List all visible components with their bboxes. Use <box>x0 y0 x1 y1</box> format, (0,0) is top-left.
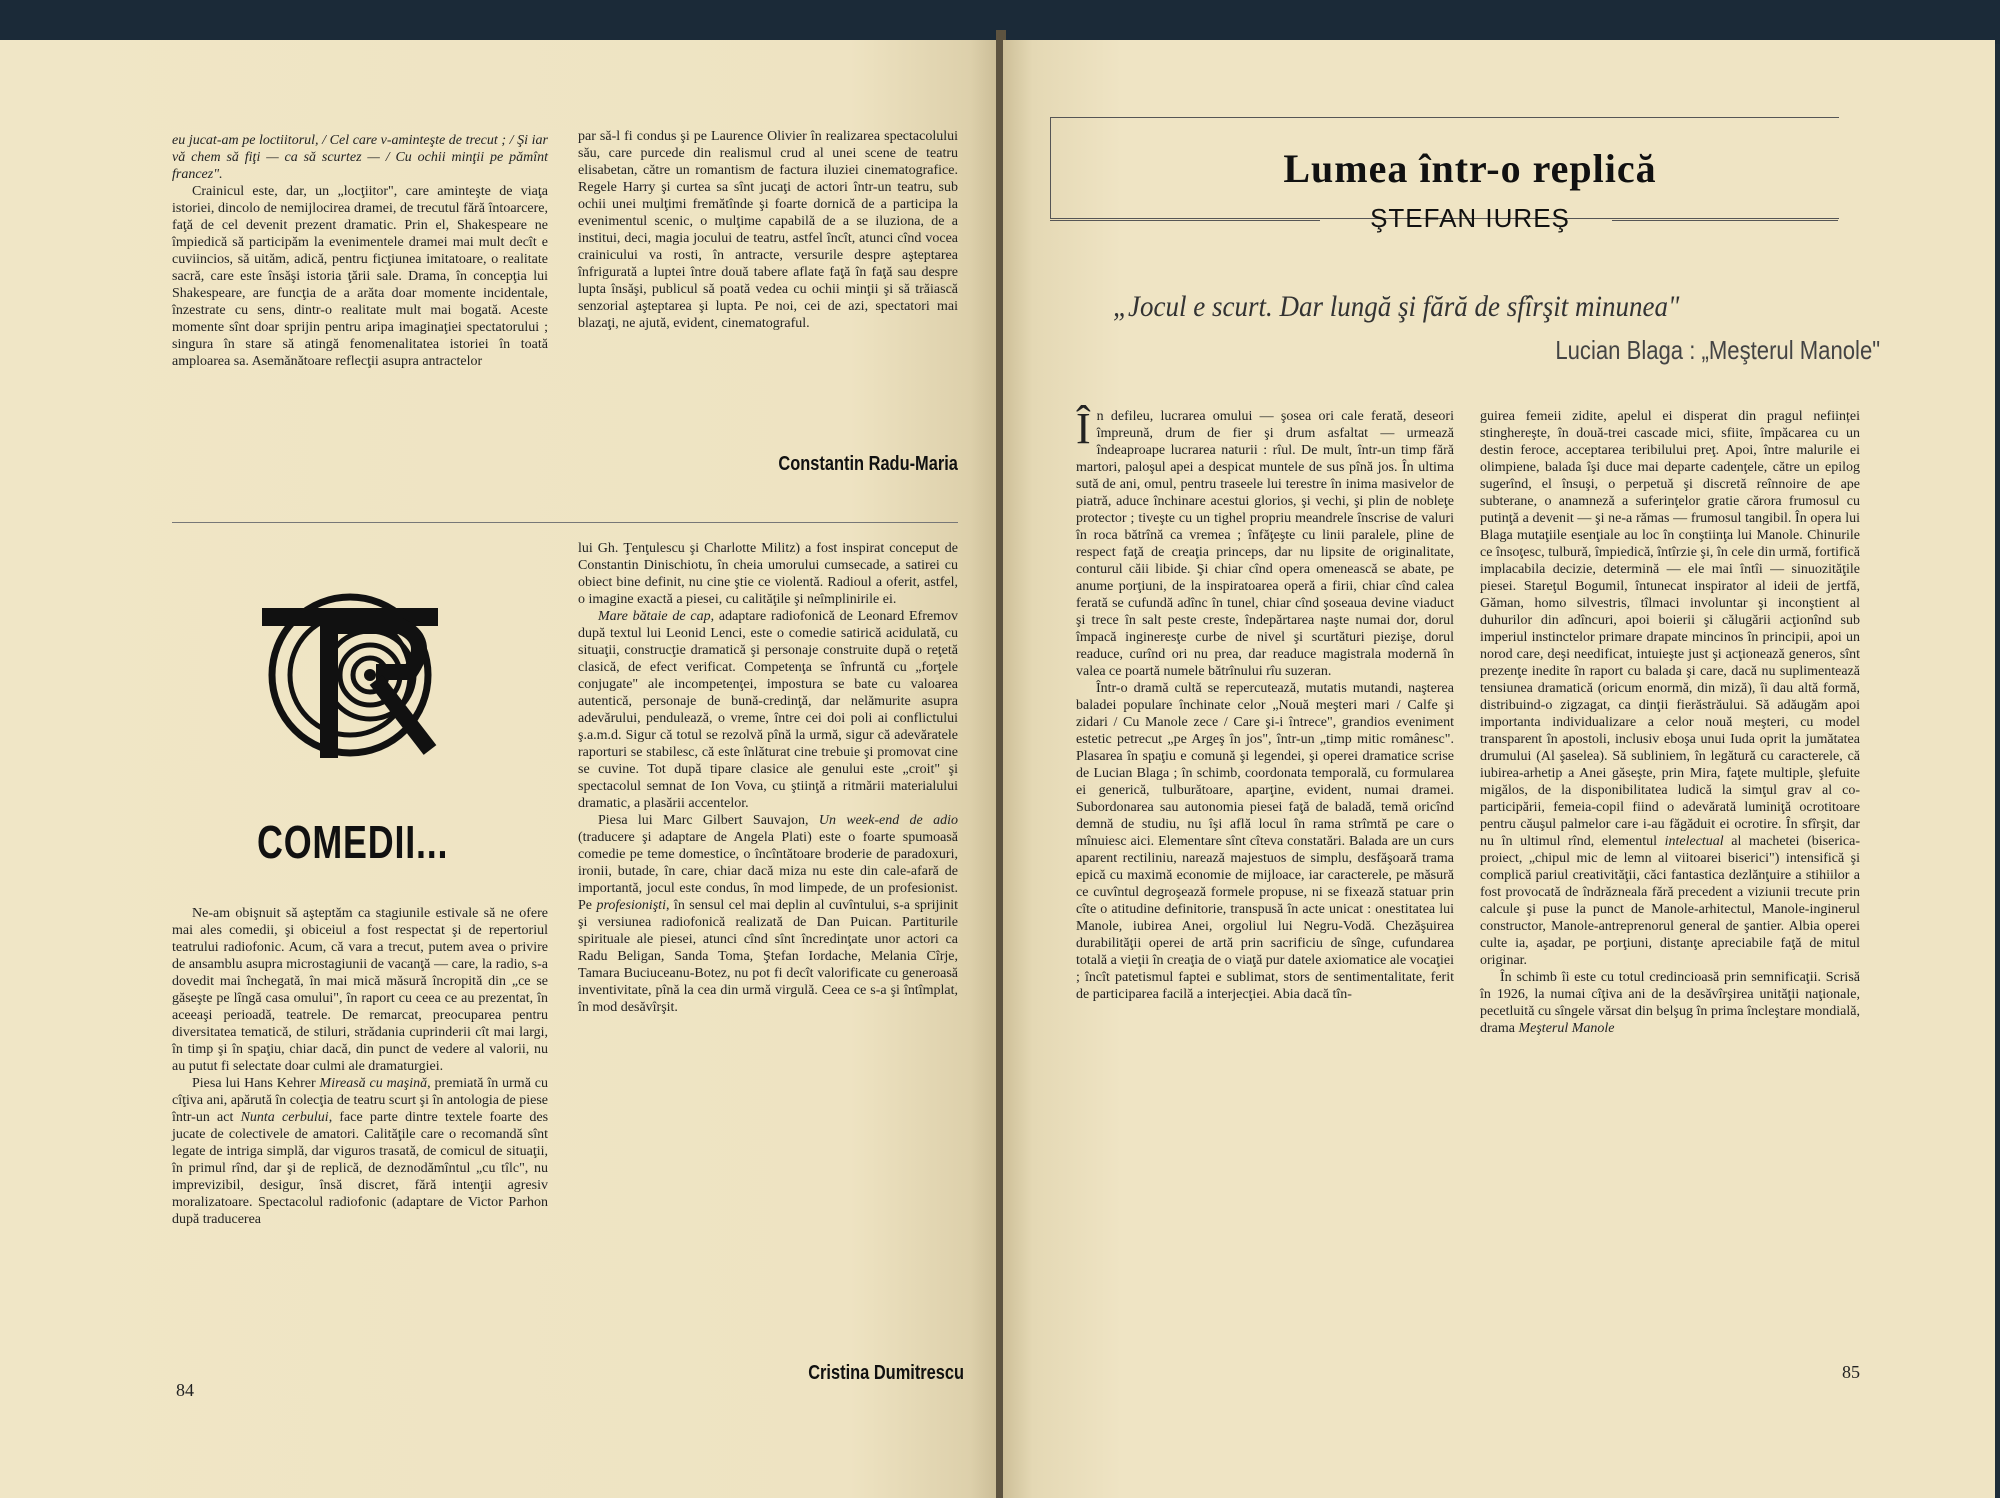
left-bottom-column-2: lui Gh. Ţenţulescu şi Charlotte Militz) a fost inspirat conceput de Constantin Dinischiotu, în cheia umorului cumsecade, a satirei cu obiect bine definit, nu cine ştie ce violentă. Radioul a oferit, astfel, o imagine exactă a piesei, cu calităţile şi neîmplinirile ei. Mare bătaie de cap, adaptare radiofonică de Leonard Efremov după textul lui Leonid Lenci, este o comedie satirică acidulată, cu situaţii, construcţie dramatică şi personaje construite după o reţetă clasică, de efect verificat. Competenţa se înfruntă cu „forţele conjugate" ale incompetenţei, impostura se bate cu valoarea autentică, personaje de bună-credinţă, dar nelămurite asupra adevărului, pendulează, o vreme, între cei doi poli ai conflictului ş.a.m.d. Sigur că totul se rezolvă pînă la urmă, sigur că adevăratele raporturi se stabilesc, că este înlăturat cine trebuie şi promovat cine se cuvine. Tot după tipare clasice ale genului este „croit" şi spectacolul semnat de Ion Vova, cu ştiinţă a ritmării materialului dramatic, a plasării accentelor. Piesa lui Marc Gilbert Sauvajon, Un week-end de adio (traducere şi adaptare de Angela Plati) este o foarte spumoasă comedie pe teme domestice, o încîntătoare broderie de paradoxuri, ironii, butade, în care, chiar dacă miza nu este din cale-afară de importantă, jocul este condus, în mod limpede, de un profesionist. Pe profesionişti, în sensul cel mai deplin al cuvîntului, s-a sprijinit şi versiunea radiofonică realizată de Dan Puican. Partiturile spirituale ale piesei, atunci cînd sînt încredinţate unor actori ca Radu Beligan, Sanda Toma, Ştefan Iordache, Melania Cîrje, Tamara Buciuceanu-Botez, nu pot fi decît valorificate cu generoasă inventivitate, pînă la cea din urmă virgulă. Ceea ce s-a şi întîmplat, în mod desăvîrşit. <box>578 541 959 1015</box>
left-top-column-1: eu jucat-am pe loctiitorul, / Cel care v-aminteşte de trecut ; / Şi iar vă chem să fiţi — ca să scurtez — / Cu ochii minţii pe pămînt francez". Crainicul este, dar, un „locţiitor", care aminteşte de viaţa istoriei, dincolo de nemijlocirea dramei, de trecutul fără întoarcere, faţă de cel devenit prezent dramatic. Prin el, Shakespeare ne împiedică să participăm la evenimentele dramei mai mult decît e cuviincios, să uităm, adică, pentru ficţiunea imitatoare, o realitate sacră, care este însăşi istoria ţării sale. Drama, în concepţia lui Shakespeare, are funcţia de a arăta doar momente incidentale, înzestrate cu sens, dintr-o realitate mult mai bogată. Aceste momente sînt doar sprijin pentru aripa imaginaţiei spectatorului ; singura în stare să atingă fenomenalitatea istoriei în toată amploarea sa. Asemănătoare reflecţii asupra antractelor <box>172 133 548 369</box>
right-column-2: guirea femeii zidite, apelul ei disperat din pragul neființei stinghereşte, în două-trei cascade mici, sfiite, împăcarea cu un destin feroce, acceptarea teribilului preţ. Apoi, între malurile ei olimpiene, balada îşi duce mai departe cadenţele, către un epilog sugerînd, el însuşi, o perpetuă şi discretă reînnoire de ape subterane, o anamneză a suferinţelor gratie cărora frumosul cu putinţă a devenit — şi ne-a rămas — frumosul tangibil. În opera lui Blaga mutaţiile esenţiale au loc în conştiinţa lui Manole. Chinurile ce însoţesc, tulbură, împiedică, întîrzie şi, în cele din urmă, fortifică implacabila decizie, determină — ele mai întîi — sinuozităţile piesei. Stareţul Bogumil, întunecat inspirator al ideii de jertfă, Găman, homo silvestris, tîlmaci involuntar şi inconştient al duhurilor din adîncuri, apoi boierii şi călugării acţionînd sub imperiul instinctelor primare drapate mincinos în principii, apoi un norod care, deşi needificat, intuieşte just şi acţionează generos, sînt prezenţe inedite în raport cu balada şi care, dacă nu suplimentează tensiunea dramatică (oricum enormă, din miză), îi dau altă formă, distribuind-o zigzagat, ca dinţii fierăstrăului. Să adăugăm apoi importanta individualizare a celor nouă meşteri, cu model transparent în apostoli, inclusiv eboşa unui Iuda oprit la jumătatea drumului (Al şaselea). Să subliniem, în legătură cu caracterele, că iubirea-arhetip a Anei găseşte, prin Mira, faţete multiple, şlefuite migălos, de la disponibilitatea ludică la simţul grav al co-participării, femeia-copil fiind o adevărată luminiţă ocrotitoare pentru căuşul palmelor care i-au făgăduit ei ocrotire. În sfîrşit, dar nu în ultimul rînd, elementul intelectual al machetei (biserica-proiect, „chipul mic de lemn al viitoarei biserici") intensifică şi complică pariul creativităţii, căci fantastica dezlănţuire a stihiilor a fost provocată de îndrăzneala fără precedent a viziunii trecute prin calcule şi puse la punct de Manole-arhitectul, Manole-inginerul constructor, Manole-antreprenorul general de şantier. Albia operei culte ia, aşadar, pe porţiuni, distanţe apreciabile faţă de mitul originar. În schimb îi este cu totul credincioasă prin semnificaţii. Scrisă în 1926, la numai cîţiva ani de la desăvîrşirea unităţii naţionale, pecetluită cu sîngele vărsat din belşug în prima încleştare mondială, drama Meşterul Manole <box>1480 409 1860 1036</box>
page-number: 84 <box>176 1380 194 1400</box>
drop-cap: Î <box>1076 404 1091 453</box>
left-top-column-2: par să-l fi condus şi pe Laurence Olivier în realizarea spectacolului său, care purcede din realismul crud al unei scene de teatru elisabetan, către un romantism de factura iluziei cinematografice. Regele Harry şi curtea sa sînt jucaţi de actori într-un teatru, sub ochii unei mulţimi fremătînde şi foarte dornică de a participa la evenimentul scenic, o mulţime capabilă de a se iluziona, de a institui, deci, magia jocului de teatru, astfel încît, atunci cînd vocea crainicului va rosti, în antracte, versurile despre aşteptarea înfrigurată a luptei între două tabere aflate faţă în faţă sau despre lupta însăşi, publicul să poată vedea cu ochii minţii şi să trăiască senzorial aşteptarea şi lupta. Pe noi, cei de azi, spectatori mai blazaţi, ne ajută, evident, cinematograful. <box>578 129 958 331</box>
article-author: ŞTEFAN IUREŞ <box>1370 203 1570 233</box>
epigraph-source: Lucian Blaga : „Meşterul Manole" <box>1555 335 1880 365</box>
page-number: 85 <box>1842 1362 1860 1382</box>
author-signature-1: Constantin Radu-Maria <box>778 453 958 475</box>
article-title: Lumea într-o replică <box>1283 146 1657 191</box>
section-title: COMEDII... <box>257 816 449 868</box>
right-column-1 <box>1076 404 1454 1003</box>
epigraph: „Jocul e scurt. Dar lungă şi fără de sfîrşit minunea" <box>1113 290 1680 323</box>
section-divider <box>172 522 958 523</box>
teatru-radiofonic-logo-icon <box>260 580 440 760</box>
left-page <box>0 40 1000 1498</box>
author-signature-2: Cristina Dumitrescu <box>808 1362 964 1384</box>
right-column-1-text: n defileu, lucrarea omului — şosea ori cale ferată, deseori împreună, drum de fier şi drum asfaltat — urmează îndeaproape lucrarea naturii : rîul. De mult, într-un timp fără martori, paloşul apei a despicat muntele de sus pînă jos. În ultima sută de ani, omul, pentru traseele lui terestre în inima masivelor de piatră, aduce închinare acestui glorios, şi vechi, şi plin de nobleţe protector ; tiveşte cu un tighel propriu meandrele înscrise de valuri în roca bătrînă ca vremea ; înfăţeşte cu linii paralele, pline de respect faţă de creaţia princeps, dar nu lipsite de originalitate, conturul căii libide. Şi chiar cînd opera omenească se abate, pe anume porţiuni, de la inspiratoarea operă a firii, chiar cînd calea ferată se cufundă adînc în tunel, chiar cînd şoseaua devine viaduct şi trece în salt peste creste, îndepărtarea naşte numai dor, dorul împacă ingineresţe curbe de nivel şi scurtături piezişe, dorul readuce, curînd ori nu prea, dar readuce magistrala modernă în valea ce poartă numele bătrînului rîu suzeran. Într-o dramă cultă se repercutează, mutatis mutandi, naşterea baladei populare închinate celor „Nouă meşteri mari / Calfe şi zidari / Cu Manole zece / Care şi-i întrece", grandios eveniment estetic petrecut „pe Argeş în jos", într-un „timp mitic românesc". Plasarea în spaţiu e comună şi legendei, şi operei dramatice scrise de Lucian Blaga ; în schimb, coordonata temporală, cu formularea ei generică, tulburătoare, aparţine, evident, numai dramei. Subordonarea sau autonomia piesei faţă de baladă, temă oricînd demnă de studiu, nu îşi află locul în rama strîmtă pe care o mînuiesc aici. Elementare sînt cîteva constatări. Balada are un curs aparent rectiliniu, narează majestuos de simplu, desfăşoară trama epică cu maximă economie de mijloace, iar caracterele, pe măsură ce cuvîntul degroşează formele propuse, ni se fixează statuar prin cîte o atitudine definitorie, transpusă în acte unicat : onestitatea lui Manole, iubirea Anei, orgoliul lui Negru-Vodă. Chezăşuirea durabilităţii operei de artă prin sacrificiu de sînge, cufundarea totală a vieţii în creaţia de o viaţă pur datele axiomatice ale vocaţiei ; încît patetismul faptei e sublimat, stors de sentimentalitate, ferit de participarea facilă a interjecţiei. Abia dacă tîn- <box>1076 409 1454 1002</box>
left-bottom-column-1: Ne-am obişnuit să aşteptăm ca stagiunile estivale să ne ofere mai ales comedii, şi obiceiul a fost respectat şi de repertoriul teatrului radiofonic. Acum, că vara a trecut, putem avea o privire de ansamblu asupra microstagiunii de vacanţă — care, la radio, s-a dovedit mai închegată, în mai mică măsură încropită din „ce se găseşte pe lîngă casa omului", în raport cu ceea ce au prezentat, în aceeaşi perioadă, teatrele. De remarcat, preocuparea pentru diversitatea tematică, de stiluri, strădania cuprinderii cît mai largi, în timp şi în spaţiu, chiar dacă, din punct de vedere al valorii, nu au putut fi selectate doar culmi ale dramaturgiei. Piesa lui Hans Kehrer Mireasă cu maşină, premiată în urmă cu cîţiva ani, apărută în colecţia de teatru scurt şi în antologia de piese într-un act Nunta cerbului, face parte dintre textele foarte des jucate de colectivele de amatori. Calităţile care o recomandă sînt legate de intriga simplă, dar viguros trasată, de comicul de situaţii, în primul rînd, dar şi de replică, de deznodămîntul „cu tîlc", nu imprevizibil, desigur, însă discret, fără intenţii agresiv moralizatoare. Spectacolul radiofonic (adaptare de Victor Parhon după traducerea <box>172 906 549 1227</box>
